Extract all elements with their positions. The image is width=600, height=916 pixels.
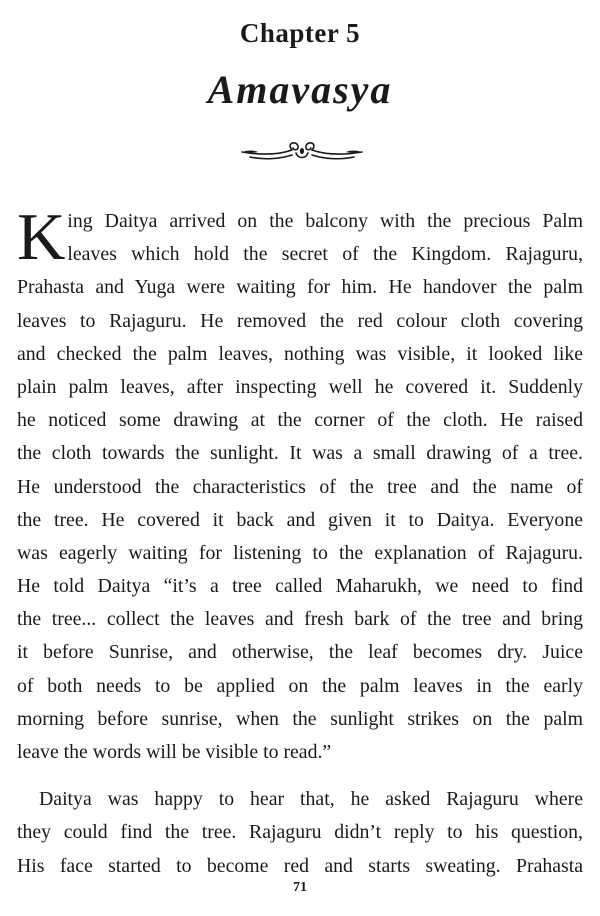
text-line: Prahasta and Yuga were waiting for him. He handover the palm <box>17 276 583 299</box>
text-line: morning before sunrise, when the sunlight strikes on the palm <box>17 707 583 730</box>
scroll-flourish-icon <box>240 137 364 163</box>
drop-cap: K <box>17 200 66 274</box>
text-line: the cloth towards the sunlight. It was a small drawing of a tree. <box>17 442 583 465</box>
text-line: he noticed some drawing at the corner of the cloth. He raised <box>17 409 583 432</box>
page-number: 71 <box>293 880 307 895</box>
text-line: was eagerly waiting for listening to the explanation of Rajaguru. <box>17 541 583 564</box>
text-line: leave the words will be visible to read.” <box>17 741 332 763</box>
text-line: He told Daitya “it’s a tree called Maharukh, we need to find <box>17 575 583 598</box>
chapter-body <box>17 200 583 883</box>
chapter-title: Amavasya <box>207 67 393 112</box>
text-line: leaves which hold the secret of the Kingdom. Rajaguru, <box>67 243 583 266</box>
text-line: it before Sunrise, and otherwise, the leaf becomes dry. Juice <box>17 641 583 664</box>
paragraph <box>17 200 583 769</box>
text-line: they could find the tree. Rajaguru didn’t reply to his question, <box>17 821 583 844</box>
text-line: the tree. He covered it back and given it to Daitya. Everyone <box>17 508 583 531</box>
text-line: He understood the characteristics of the tree and the name of <box>17 475 583 498</box>
chapter-label: Chapter 5 <box>239 18 361 48</box>
text-line: of both needs to be applied on the palm leaves in the early <box>17 674 583 697</box>
text-line: the tree... collect the leaves and fresh bark of the tree and bring <box>17 608 583 631</box>
text-line: ing Daitya arrived on the balcony with the precious Palm <box>67 210 583 232</box>
paragraph <box>17 783 583 883</box>
text-line: and checked the palm leaves, nothing was visible, it looked like <box>17 342 583 365</box>
text-line: His face started to become red and starts sweating. Prahasta <box>17 854 583 877</box>
text-line: leaves to Rajaguru. He removed the red colour cloth covering <box>17 309 583 332</box>
text-line: Daitya was happy to hear that, he asked Rajaguru where <box>39 788 583 811</box>
text-line: plain palm leaves, after inspecting well he covered it. Suddenly <box>17 375 583 398</box>
